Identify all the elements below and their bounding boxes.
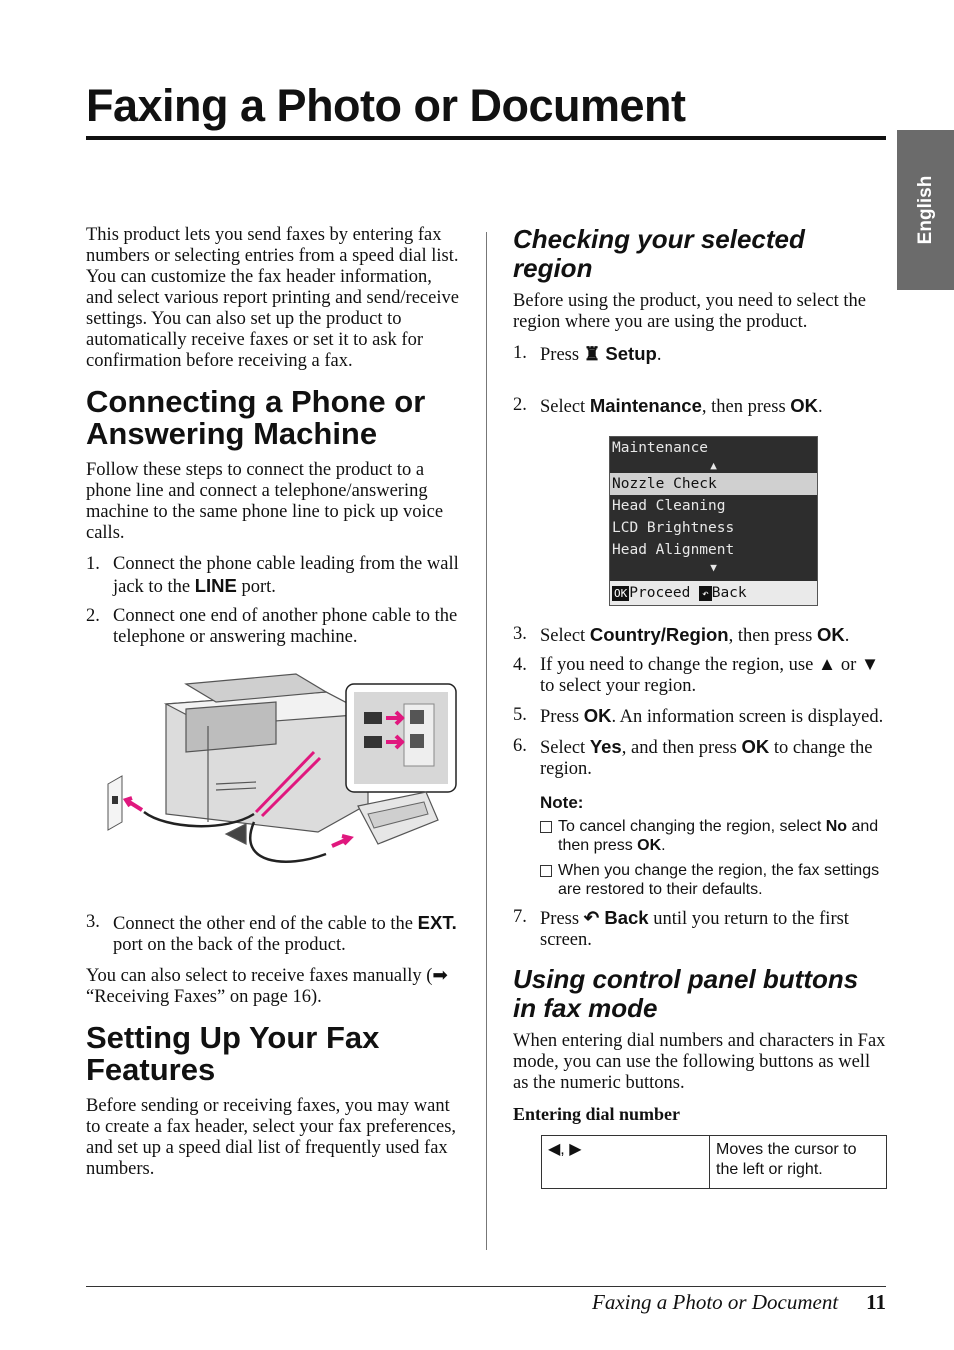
note-text: To cancel changing the region, select	[558, 818, 826, 835]
right-column	[513, 225, 888, 1189]
connect-paragraph: Follow these steps to connect the product to a phone line and connect a telephone/answering machine to the same phone line to pick up voice calls.	[86, 460, 444, 543]
step-text: Connect one end of another phone cable to the telephone or answering machine.	[113, 606, 458, 647]
note-text: When you change the region, the fax settings are restored to their defaults.	[558, 862, 880, 898]
checkbox-bullet-icon	[540, 865, 552, 877]
region-steps	[513, 343, 888, 418]
button-cell: ◀, ▶	[542, 1136, 710, 1189]
footer-title: Faxing a Photo or Document	[592, 1290, 839, 1314]
connect-heading: Connecting a Phone or Answering Machine	[86, 384, 426, 451]
step-text: Connect the other end of the cable to the	[113, 914, 418, 934]
region-steps-end	[513, 907, 888, 951]
step-number: 2.	[513, 395, 527, 415]
language-tab	[897, 130, 954, 290]
port-inset-drawing	[346, 684, 456, 792]
phone-connection-illustration	[86, 664, 460, 894]
step-text: Select	[540, 397, 590, 417]
lcd-header: Maintenance	[612, 440, 709, 456]
step-text: .	[818, 397, 823, 417]
intro-paragraph: This product lets you send faxes by entering fax numbers or selecting entries from a speed dial list. You can customize the fax header information, and select various report printing and send/receive settings. You can also set up the product to automatically receive faxes or set it to ask for confirmation before receiving a fax.	[86, 225, 459, 371]
step-text: port on the back of the product.	[113, 935, 346, 955]
region-step-3	[513, 624, 888, 647]
description-cell: Moves the cursor to the left or right.	[710, 1136, 887, 1189]
left-column	[86, 225, 460, 1190]
region-intro: Before using the product, you need to select the region where you are using the product.	[513, 291, 866, 332]
printer-drawing	[166, 674, 368, 844]
note-heading: Note:	[540, 793, 584, 812]
button-table	[541, 1135, 887, 1189]
step-text: port.	[236, 577, 276, 597]
note-text: and then press	[558, 818, 879, 854]
region-step-5	[513, 705, 888, 728]
page-title: Faxing a Photo or Document	[86, 80, 686, 131]
lcd-menu-item-selected: Nozzle Check	[610, 473, 817, 495]
footer-rule	[86, 1286, 886, 1287]
step-text: Press	[540, 909, 584, 929]
step-number: 1.	[513, 343, 527, 363]
lcd-footer-bar	[610, 581, 817, 605]
step-text: Select	[540, 626, 590, 646]
step-text: Press	[540, 345, 584, 365]
connect-step-2	[86, 606, 460, 648]
lcd-down-arrow-icon: ▼	[710, 561, 717, 574]
column-divider	[486, 232, 487, 1250]
step-number: 2.	[86, 606, 100, 626]
lcd-up-arrow-icon: ▲	[710, 459, 717, 472]
line-port-label: LINE	[194, 575, 237, 596]
connect-steps	[86, 554, 460, 648]
step-text: . An information screen is displayed.	[611, 707, 884, 727]
step-number: 1.	[86, 554, 100, 574]
yes-key: Yes	[589, 736, 622, 757]
region-step-6	[513, 736, 888, 780]
lcd-proceed-label: Proceed	[629, 585, 691, 601]
step-text: , and then press	[621, 738, 742, 758]
maintenance-key: Maintenance	[589, 395, 702, 416]
ok-key: OK	[790, 395, 819, 416]
page-footer	[592, 1290, 886, 1315]
step-number: 4.	[513, 655, 527, 675]
dial-number-heading: Entering dial number	[513, 1104, 681, 1124]
step-number: 6.	[513, 736, 527, 756]
step-number: 5.	[513, 705, 527, 725]
region-steps-cont	[513, 624, 888, 780]
setup-heading: Setting Up Your Fax Features	[86, 1020, 380, 1087]
ok-key: OK	[741, 736, 770, 757]
step-text: , then press	[701, 397, 791, 417]
step-text: to change the region.	[540, 738, 873, 779]
step-number: 3.	[513, 624, 527, 644]
language-tab-label: English	[914, 175, 936, 245]
setup-paragraph: Before sending or receiving faxes, you may want to create a fax header, select your fax preferences, and set up a speed dial list of frequently used fax numbers.	[86, 1096, 457, 1179]
connect-step-3	[86, 912, 460, 956]
step-text: Select	[540, 738, 590, 758]
control-panel-heading: Using control panel buttons in fax mode	[513, 964, 859, 1023]
step-text: until you return to the first screen.	[540, 909, 849, 950]
connect-step-1	[86, 554, 460, 598]
lcd-menu-item: LCD Brightness	[612, 520, 735, 536]
note-item-2	[540, 861, 888, 899]
lcd-menu-item: Head Cleaning	[612, 498, 726, 514]
no-key: No	[825, 818, 848, 835]
checkbox-bullet-icon	[540, 821, 552, 833]
step-text: Press	[540, 707, 584, 727]
step-number: 3.	[86, 912, 100, 932]
lcd-screen	[609, 436, 818, 606]
ok-key: OK	[583, 705, 612, 726]
step-text: If you need to change the region, use ▲ or ▼ to select your region.	[540, 655, 880, 696]
connect-steps-cont	[86, 912, 460, 956]
manual-receive-paragraph: You can also select to receive faxes manually (➡ “Receiving Faxes” on page 16).	[86, 966, 448, 1007]
note-text: .	[661, 837, 666, 854]
lcd-menu-item: Head Alignment	[612, 542, 735, 558]
lcd-ok-icon: OK	[614, 587, 628, 600]
step-number: 7.	[513, 907, 527, 927]
lcd-back-label: Back	[711, 585, 747, 601]
country-region-key: Country/Region	[589, 624, 729, 645]
step-text: , then press	[728, 626, 817, 646]
note-item-1	[540, 817, 888, 855]
page-number: 11	[866, 1290, 886, 1314]
wall-jack-drawing	[108, 776, 142, 830]
region-step-1	[513, 343, 888, 366]
setup-key: ♜ Setup	[583, 343, 657, 364]
region-step-2	[513, 395, 888, 418]
control-panel-paragraph: When entering dial numbers and characters in Fax mode, you can use the following buttons as well as the numeric buttons.	[513, 1031, 886, 1093]
region-step-4	[513, 655, 888, 697]
title-rule	[86, 136, 886, 140]
lcd-back-icon: ↶	[699, 586, 712, 601]
region-step-7	[513, 907, 888, 951]
step-text: .	[656, 345, 662, 365]
region-heading: Checking your selected region	[513, 224, 805, 283]
ok-key: OK	[816, 624, 845, 645]
table-row	[542, 1136, 887, 1189]
ok-key: OK	[637, 837, 662, 854]
back-key: ↶ Back	[583, 907, 649, 928]
step-text: .	[844, 626, 850, 646]
step-text: Connect the phone cable leading from the wall jack to the	[113, 554, 459, 597]
ext-port-label: EXT.	[417, 912, 457, 933]
